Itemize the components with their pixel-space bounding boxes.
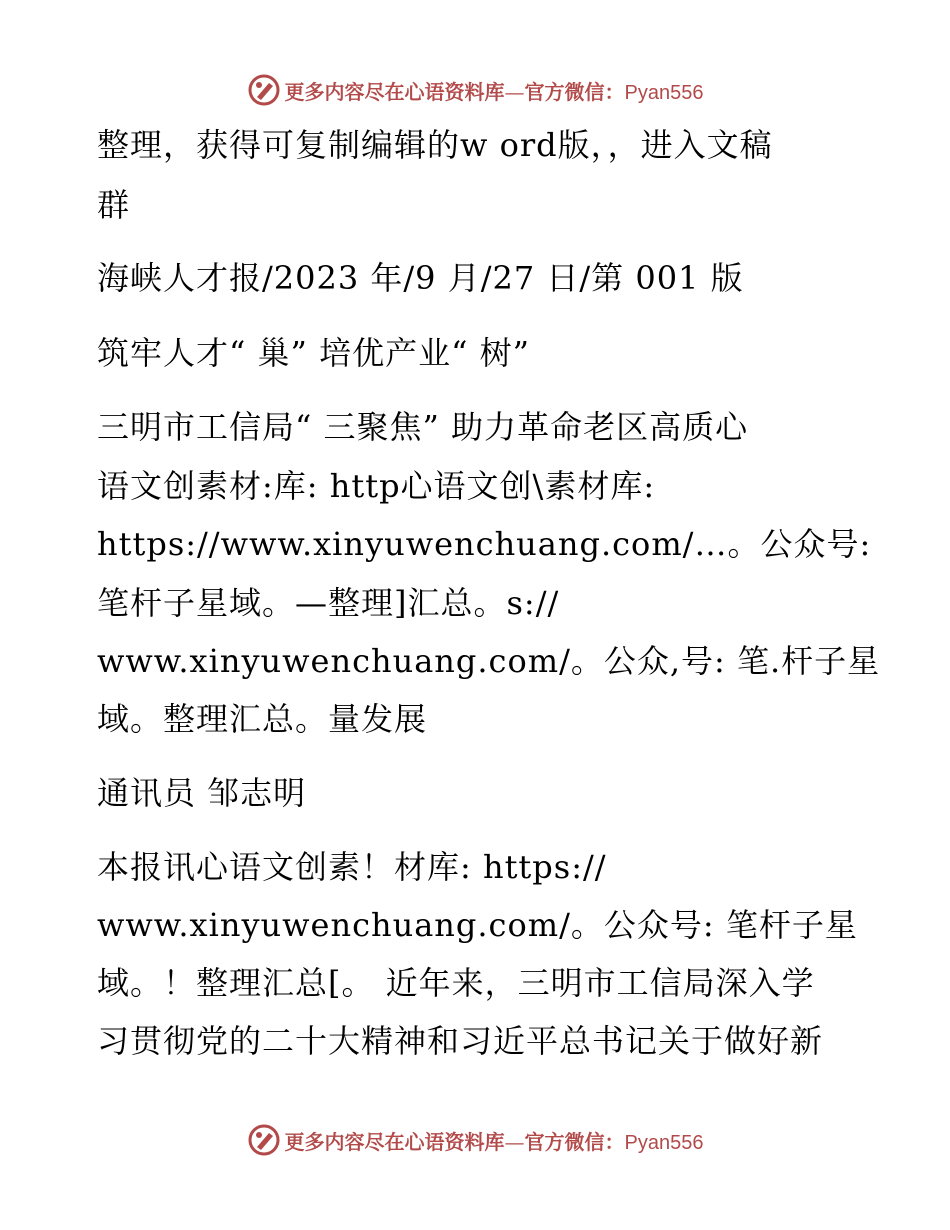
banner-brand: Pyan556: [624, 81, 704, 104]
doc-line: https://www.xinyuwenchuang.com/…。公众号:: [97, 525, 872, 563]
banner-text: [285, 76, 704, 105]
doc-line: 笔杆子星域。—整理]汇总。s://: [97, 584, 560, 622]
header-banner: [0, 70, 950, 110]
doc-line: 习贯彻党的二十大精神和习近平总书记关于做好新: [97, 1022, 824, 1060]
doc-line: 整理，获得可复制编辑的w ord版，，进入文稿: [97, 126, 773, 164]
doc-line: 通讯员 邹志明: [97, 774, 307, 812]
banner-text: [285, 1126, 704, 1155]
footer-banner: [0, 1120, 950, 1160]
banner-main: 更多内容尽在心语资料库: [284, 1129, 505, 1154]
doc-line: 域。！整理汇总[。 近年来，三明市工信局深入学: [97, 964, 815, 1002]
banner-sub: 官方微信：: [524, 79, 625, 104]
logo-icon: [247, 1123, 281, 1157]
logo-icon: [247, 73, 281, 107]
doc-line: 群: [97, 186, 131, 224]
doc-line: 域。整理汇总。量发展: [97, 700, 428, 738]
banner-sub: 官方微信：: [524, 1129, 625, 1154]
doc-line: 筑牢人才“ 巢” 培优产业“ 树”: [97, 334, 530, 372]
doc-line: 本报讯心语文创素！材库: https://: [97, 848, 607, 886]
banner-dash: —: [504, 79, 525, 104]
doc-line: www.xinyuwenchuang.com/。公众,号: 笔.杆子星: [97, 642, 881, 680]
doc-line: 三明市工信局“ 三聚焦” 助力革命老区高质心: [97, 408, 749, 446]
doc-line: www.xinyuwenchuang.com/。公众号: 笔杆子星: [97, 906, 858, 944]
doc-line: 海峡人才报/2023 年/9 月/27 日/第 001 版: [97, 259, 744, 297]
doc-line: 语文创素材:库: http心语文创\素材库:: [97, 467, 656, 505]
banner-brand: Pyan556: [624, 1131, 704, 1154]
banner-main: 更多内容尽在心语资料库: [284, 79, 505, 104]
banner-dash: —: [504, 1129, 525, 1154]
